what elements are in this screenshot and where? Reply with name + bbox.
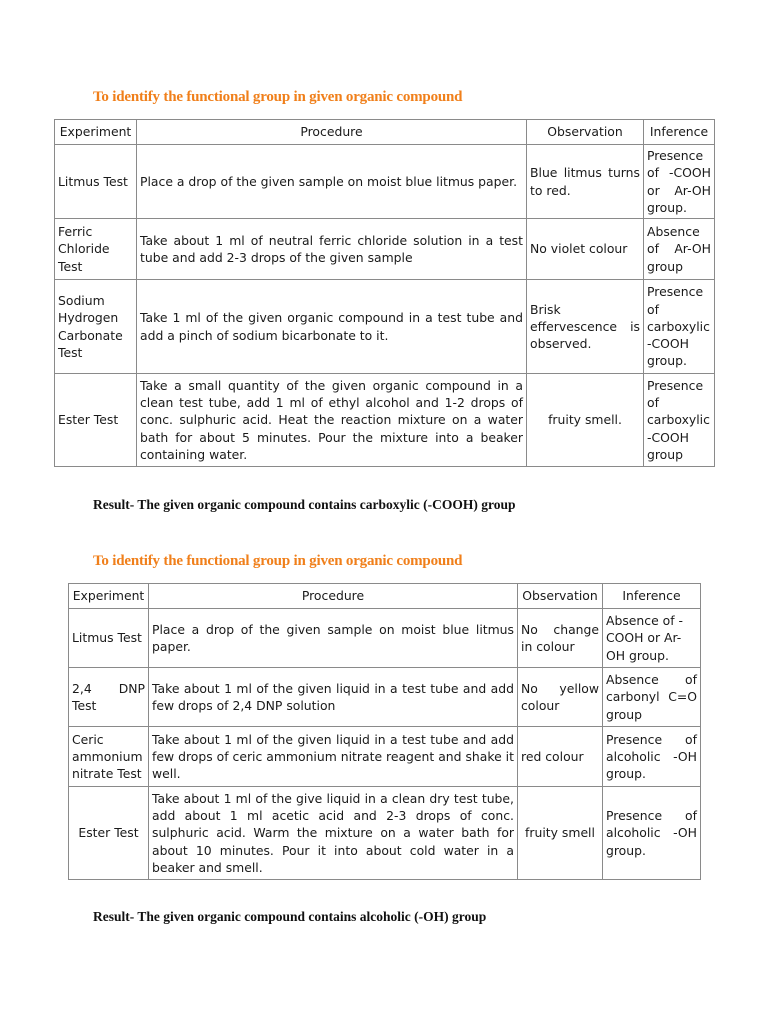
- observation-cell: No violet colour: [527, 219, 644, 280]
- experiment-cell: Ester Test: [69, 787, 149, 880]
- table-row: [69, 609, 701, 668]
- inference-cell: Presence of -COOH or Ar-OH group.: [644, 145, 715, 219]
- section2-result: Result- The given organic compound contains alcoholic (-OH) group: [93, 909, 487, 924]
- experiment-cell: Litmus Test: [69, 609, 149, 668]
- inference-cell: Presence of carboxylic -COOH group: [644, 374, 715, 467]
- inference-cell: Presence of alcoholic -OH group.: [603, 787, 701, 880]
- procedure-cell: Take about 1 ml of the given liquid in a test tube and add few drops of ceric ammonium nitrate reagent and shake it well.: [149, 727, 518, 787]
- inference-cell: Presence of alcoholic -OH group.: [603, 727, 701, 787]
- experiment-cell: 2,4 DNP Test: [69, 668, 149, 727]
- header-experiment: Experiment: [55, 120, 137, 145]
- experiment-cell: Ceric ammonium nitrate Test: [69, 727, 149, 787]
- table-row: [69, 727, 701, 787]
- section2-title: To identify the functional group in given organic compound: [93, 553, 463, 569]
- section2-table: [68, 583, 701, 880]
- table-row: [69, 668, 701, 727]
- observation-cell: Blue litmus turns to red.: [527, 145, 644, 219]
- procedure-cell: Take about 1 ml of neutral ferric chloride solution in a test tube and add 2-3 drops of the given sample: [137, 219, 527, 280]
- table-header-row: [55, 120, 715, 145]
- table-row: [55, 219, 715, 280]
- header-inference: Inference: [603, 584, 701, 609]
- experiment-cell: Ferric Chloride Test: [55, 219, 137, 280]
- observation-cell: fruity smell: [518, 787, 603, 880]
- observation-cell: red colour: [518, 727, 603, 787]
- procedure-cell: Take about 1 ml of the given liquid in a test tube and add few drops of 2,4 DNP solution: [149, 668, 518, 727]
- observation-cell: No change in colour: [518, 609, 603, 668]
- observation-cell: No yellow colour: [518, 668, 603, 727]
- header-experiment: Experiment: [69, 584, 149, 609]
- table-row: [55, 280, 715, 374]
- section1-result: Result- The given organic compound contains carboxylic (-COOH) group: [93, 497, 516, 512]
- section1-title: To identify the functional group in given organic compound: [93, 89, 463, 105]
- experiment-cell: Ester Test: [55, 374, 137, 467]
- procedure-cell: Take a small quantity of the given organic compound in a clean test tube, add 1 ml of ethyl alcohol and 1-2 drops of conc. sulphuric acid. Heat the reaction mixture on a water bath for about 5 minutes. Pour the mixture into a beaker containing water.: [137, 374, 527, 467]
- header-procedure: Procedure: [149, 584, 518, 609]
- experiment-cell: Sodium Hydrogen Carbonate Test: [55, 280, 137, 374]
- procedure-cell: Take about 1 ml of the give liquid in a clean dry test tube, add about 1 ml acetic acid and 2-3 drops of conc. sulphuric acid. Warm the mixture on a water bath for about 10 minutes. Pour it into about cold water in a beaker and smell.: [149, 787, 518, 880]
- procedure-cell: Place a drop of the given sample on moist blue litmus paper.: [149, 609, 518, 668]
- header-observation: Observation: [518, 584, 603, 609]
- inference-cell: Absence of carbonyl C=O group: [603, 668, 701, 727]
- table-row: [55, 145, 715, 219]
- observation-cell: Brisk effervescence is observed.: [527, 280, 644, 374]
- header-procedure: Procedure: [137, 120, 527, 145]
- inference-cell: Absence of -COOH or Ar-OH group.: [603, 609, 701, 668]
- table-row: [69, 787, 701, 880]
- procedure-cell: Place a drop of the given sample on moist blue litmus paper.: [137, 145, 527, 219]
- header-observation: Observation: [527, 120, 644, 145]
- observation-cell: fruity smell.: [527, 374, 644, 467]
- section1-table: [54, 119, 715, 467]
- inference-cell: Presence of carboxylic -COOH group.: [644, 280, 715, 374]
- table-header-row: [69, 584, 701, 609]
- inference-cell: Absence of Ar-OH group: [644, 219, 715, 280]
- experiment-cell: Litmus Test: [55, 145, 137, 219]
- table-row: [55, 374, 715, 467]
- procedure-cell: Take 1 ml of the given organic compound in a test tube and add a pinch of sodium bicarbonate to it.: [137, 280, 527, 374]
- header-inference: Inference: [644, 120, 715, 145]
